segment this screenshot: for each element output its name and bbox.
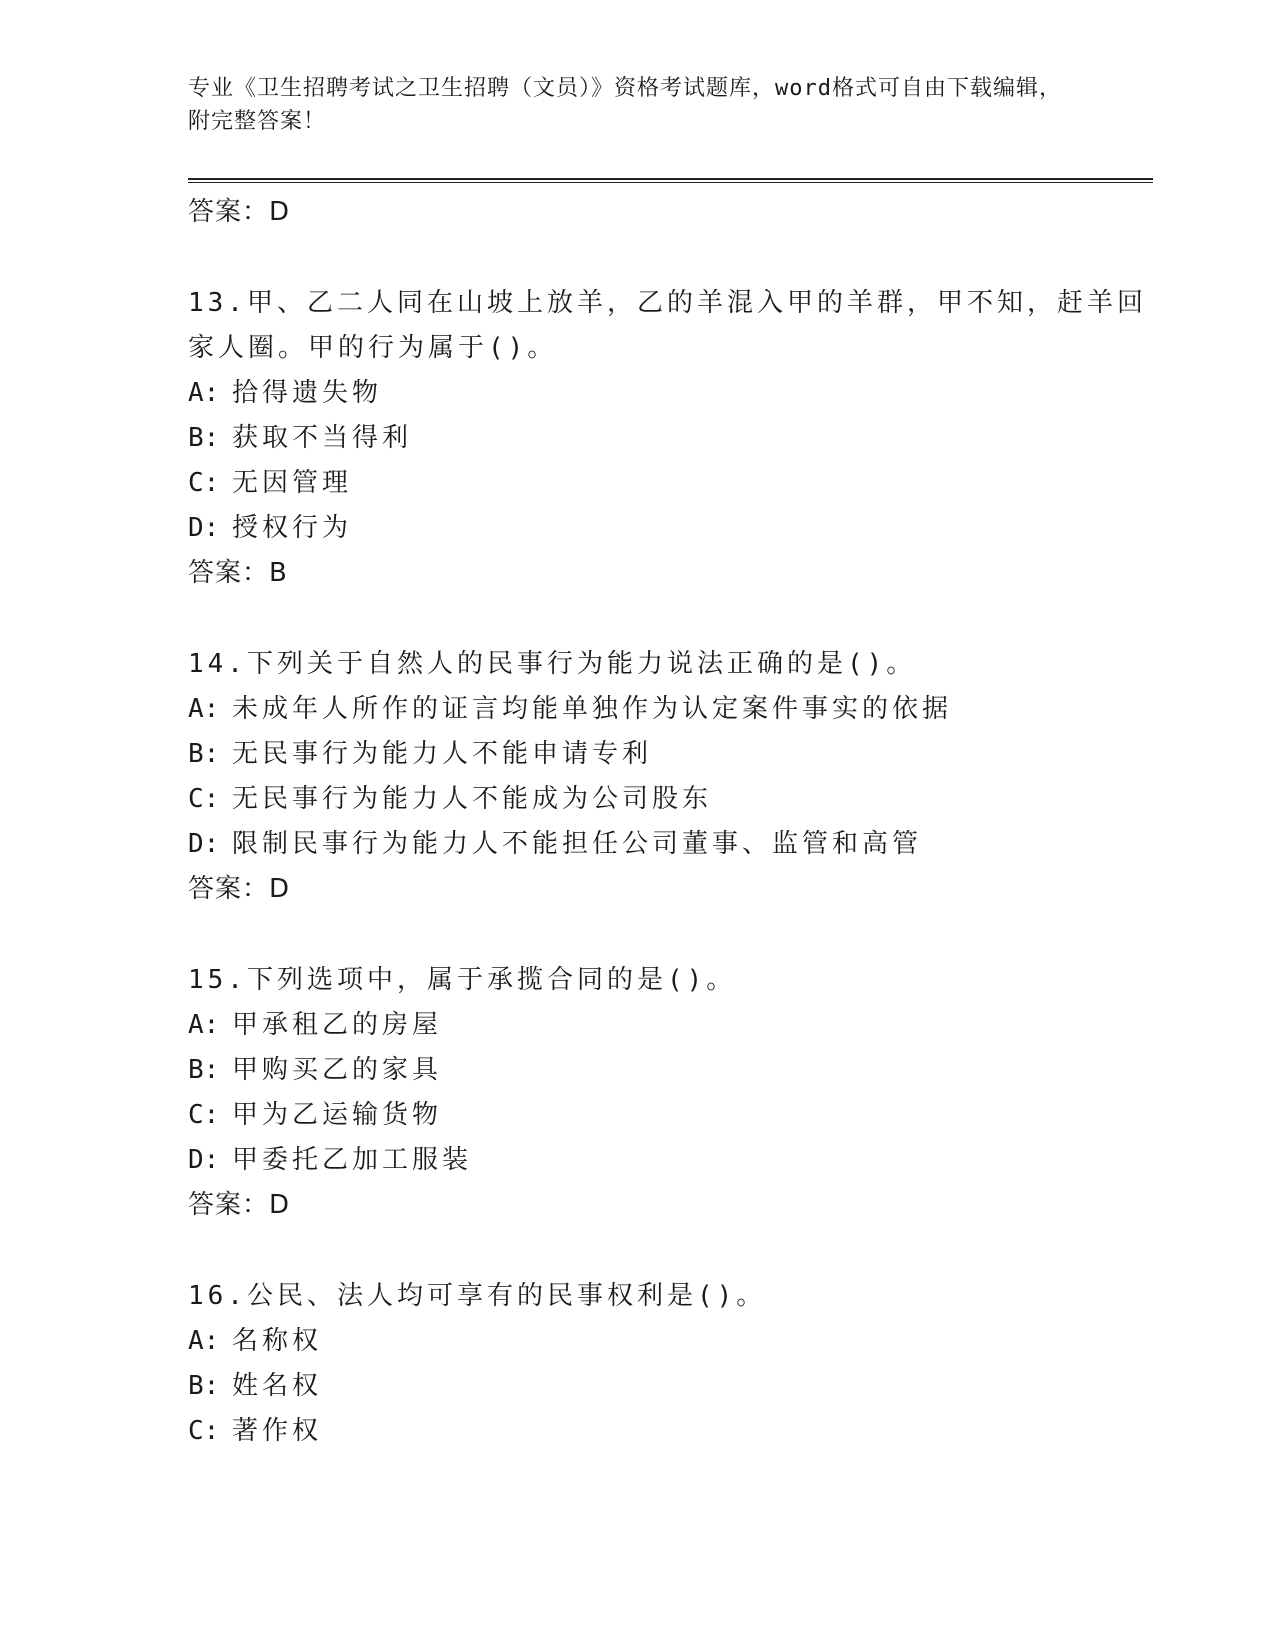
option-text: 未成年人所作的证言均能单独作为认定案件事实的依据 [232, 694, 953, 724]
previous-answer: 答案：D [188, 197, 291, 227]
option-c [188, 1093, 1153, 1138]
option-text: 名称权 [232, 1326, 323, 1356]
question-list [188, 190, 1153, 1454]
option-c [188, 777, 1153, 822]
option-text: 获取不当得利 [232, 423, 413, 453]
question-stem: 15.下列选项中，属于承揽合同的是()。 [188, 965, 737, 995]
option-text: 姓名权 [232, 1371, 323, 1401]
option-text: 授权行为 [232, 513, 353, 543]
option-letter: C: [188, 784, 220, 814]
option-text: 甲购买乙的家具 [232, 1055, 443, 1085]
question-gap [188, 234, 1153, 281]
option-letter: B: [188, 1055, 220, 1085]
option-b [188, 732, 1153, 777]
question-answer: 答案：D [188, 1190, 291, 1220]
option-letter: C: [188, 1416, 220, 1446]
option-text: 甲委托乙加工服装 [232, 1145, 473, 1175]
option-letter: C: [188, 468, 220, 498]
option-d [188, 506, 1153, 551]
option-letter: A: [188, 1010, 220, 1040]
option-a [188, 371, 1153, 416]
question-gap [188, 911, 1153, 958]
option-letter: B: [188, 423, 220, 453]
question-15 [188, 958, 1153, 1227]
option-text: 无民事行为能力人不能成为公司股东 [232, 784, 713, 814]
option-d [188, 822, 1153, 867]
option-text: 著作权 [232, 1416, 323, 1446]
option-text: 无民事行为能力人不能申请专利 [232, 739, 653, 769]
option-text: 甲为乙运输货物 [232, 1100, 443, 1130]
option-a [188, 1319, 1153, 1364]
option-letter: B: [188, 1371, 220, 1401]
option-letter: A: [188, 694, 220, 724]
option-letter: D: [188, 1145, 220, 1175]
question-13 [188, 281, 1153, 595]
question-gap [188, 1227, 1153, 1274]
option-text: 无因管理 [232, 468, 353, 498]
question-16 [188, 1274, 1153, 1454]
question-stem: 16.公民、法人均可享有的民事权利是()。 [188, 1281, 767, 1311]
option-c [188, 1409, 1153, 1454]
option-text: 限制民事行为能力人不能担任公司董事、监管和高管 [232, 829, 923, 859]
option-b [188, 1364, 1153, 1409]
option-letter: A: [188, 378, 220, 408]
option-letter: C: [188, 1100, 220, 1130]
question-stem: 14.下列关于自然人的民事行为能力说法正确的是()。 [188, 649, 917, 679]
question-answer: 答案：B [188, 558, 288, 588]
question-stem: 13.甲、乙二人同在山坡上放羊，乙的羊混入甲的羊群，甲不知，赶羊回家人圈。甲的行为属于()。 [188, 288, 1147, 363]
option-a [188, 1003, 1153, 1048]
option-letter: D: [188, 513, 220, 543]
option-c [188, 461, 1153, 506]
option-a [188, 687, 1153, 732]
option-text: 甲承租乙的房屋 [232, 1010, 443, 1040]
question-gap [188, 595, 1153, 642]
option-text: 拾得遗失物 [232, 378, 383, 408]
header-divider [188, 178, 1153, 183]
option-b [188, 416, 1153, 461]
question-14 [188, 642, 1153, 911]
document-header: 专业《卫生招聘考试之卫生招聘（文员）》资格考试题库，word格式可自由下载编辑，附完整答案！ [188, 76, 1062, 134]
option-b [188, 1048, 1153, 1093]
option-letter: B: [188, 739, 220, 769]
option-letter: D: [188, 829, 220, 859]
option-d [188, 1138, 1153, 1183]
question-answer: 答案：D [188, 874, 291, 904]
option-letter: A: [188, 1326, 220, 1356]
